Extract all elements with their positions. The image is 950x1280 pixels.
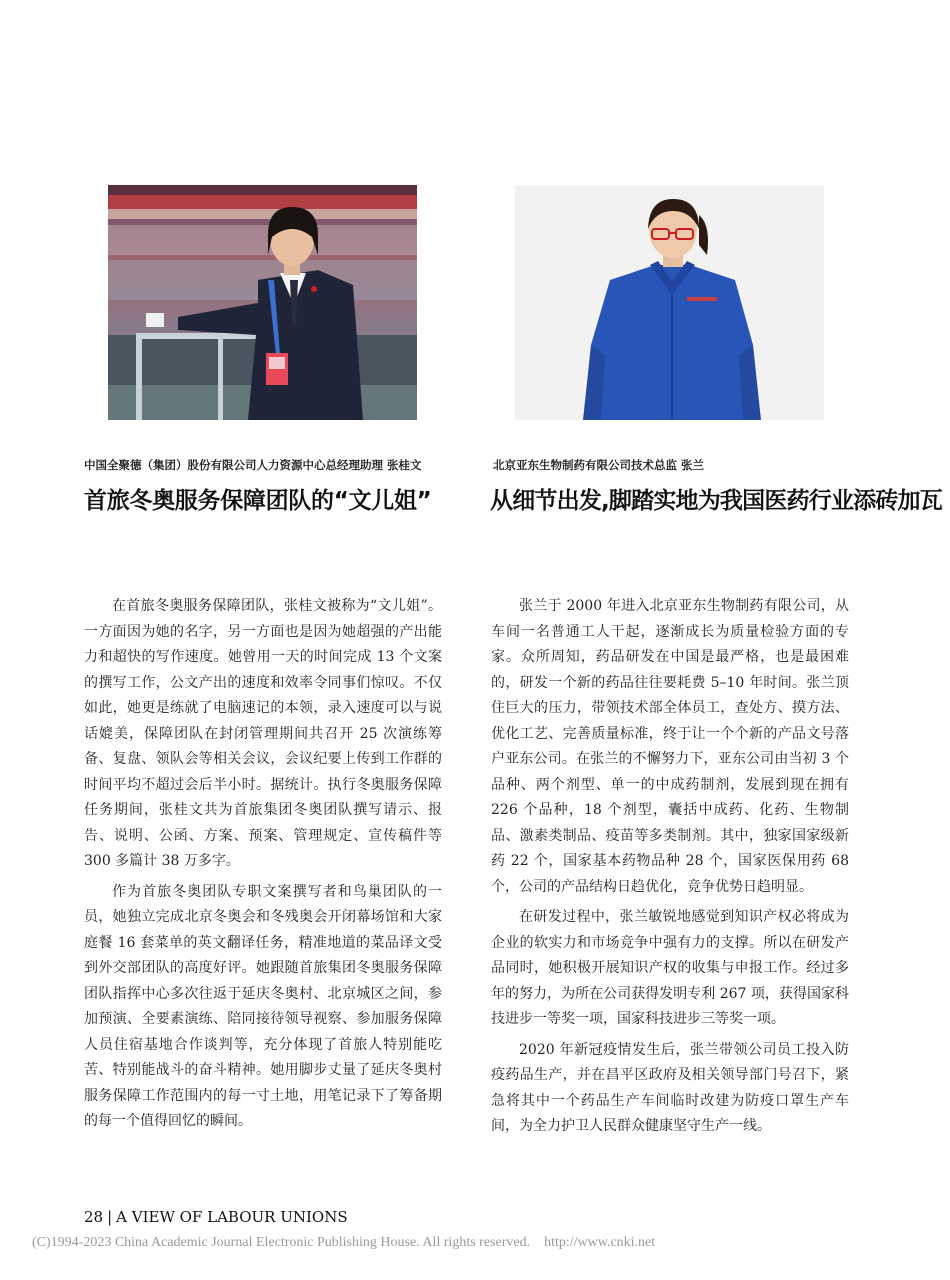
photo-zhang-guiwen-image bbox=[108, 185, 417, 420]
footer-separator: | bbox=[107, 1208, 113, 1226]
caption-left: 中国全聚德（集团）股份有限公司人力资源中心总经理助理 张桂文 bbox=[84, 458, 422, 472]
paragraph: 在首旅冬奥服务保障团队，张桂文被称为“文儿姐”。一方面因为她的名字，另一方面也是因为她超强的产出能力和超快的写作速度。她曾用一天的时间完成 13 个文案的撰写工作，公文产出的速度和效率令同事们惊叹。不仅如此，她更是练就了电脑速记的本领，录入速度可以与说话媲美，保障团队在封闭管理期间共召开 25 次演练筹备、复盘、领队会等相关会议，会议纪要上传到工作群的时间平均不超过会后半小时。据统计。执行冬奥服务保障任务期间，张桂文共为首旅集团冬奥团队撰写请示、报告、说明、公函、方案、预案、管理规定、宣传稿件等 300 多篇计 38 万多字。 bbox=[84, 598, 442, 869]
paragraph: 2020 年新冠疫情发生后，张兰带领公司员工投入防疫药品生产，并在昌平区政府及相关领导部门号召下，紧急将其中一个药品生产车间临时改建为防疫口罩生产车间，为全力护卫人民群众健康坚守生产一线。 bbox=[491, 1041, 849, 1134]
paragraph: 张兰于 2000 年进入北京亚东生物制药有限公司，从车间一名普通工人干起，逐渐成长为质量检验方面的专家。众所周知，药品研发在中国是最严格，也是最困难的，研发一个新的药品往往要耗费 5–10 年时间。张兰顶住巨大的压力，带领技术部全体员工，查处方、摸方法、优化工艺、完善质量标准，终于让一个个新的产品文号落户亚东公司。在张兰的不懈努力下，亚东公司由当初 3 个品种、两个剂型、单一的中成药制剂，发展到现在拥有 226 个品种，18 个剂型，囊括中成药、化药、生物制品、激素类制品、疫苗等多类制剂。其中，独家国家级新药 22 个，国家基本药物品种 28 个，国家医保用药 68 个，公司的产品结构日趋优化，竞争优势日趋明显。 bbox=[491, 598, 849, 895]
article-body-right bbox=[491, 594, 849, 1145]
photo-zhang-lan bbox=[515, 185, 824, 420]
headline-right: 从细节出发,脚踏实地为我国医药行业添砖加瓦 bbox=[490, 488, 942, 514]
page-footer bbox=[84, 1208, 348, 1226]
headline-left: 首旅冬奥服务保障团队的“文儿姐” bbox=[84, 488, 432, 514]
copyright-notice: (C)1994-2023 China Academic Journal Electronic Publishing House. All rights reserved. http://www.cnki.net bbox=[32, 1235, 656, 1250]
caption-right: 北京亚东生物制药有限公司技术总监 张兰 bbox=[493, 458, 705, 472]
paragraph: 作为首旅冬奥团队专职文案撰写者和鸟巢团队的一员，她独立完成北京冬奥会和冬残奥会开闭幕场馆和大家庭餐 16 套菜单的英文翻译任务，精准地道的菜品译文受到外交部团队的高度好评。她跟随首旅集团冬奥服务保障团队指挥中心多次往返于延庆冬奥村、北京城区之间，参加预演、全要素演练、陪同接待领导视察、参加服务保障人员住宿基地合作谈判等，充分体现了首旅人特别能吃苦、特别能战斗的奋斗精神。她用脚步丈量了延庆冬奥村服务保障工作范围内的每一寸土地，用笔记录下了筹备期的每一个值得回忆的瞬间。 bbox=[84, 883, 442, 1129]
article-body-left bbox=[84, 594, 442, 1140]
paragraph: 在研发过程中，张兰敏锐地感觉到知识产权必将成为企业的软实力和市场竞争中强有力的支撑。所以在研发产品同时，她积极开展知识产权的收集与申报工作。经过多年的努力，为所在公司获得发明专利 267 项，获得国家科技进步一等奖一项，国家科技进步三等奖一项。 bbox=[491, 909, 849, 1027]
photo-zhang-guiwen bbox=[108, 185, 417, 420]
photo-zhang-lan-image bbox=[515, 185, 824, 420]
page-number: 28 bbox=[84, 1208, 104, 1226]
magazine-name: A VIEW OF LABOUR UNIONS bbox=[116, 1208, 348, 1226]
